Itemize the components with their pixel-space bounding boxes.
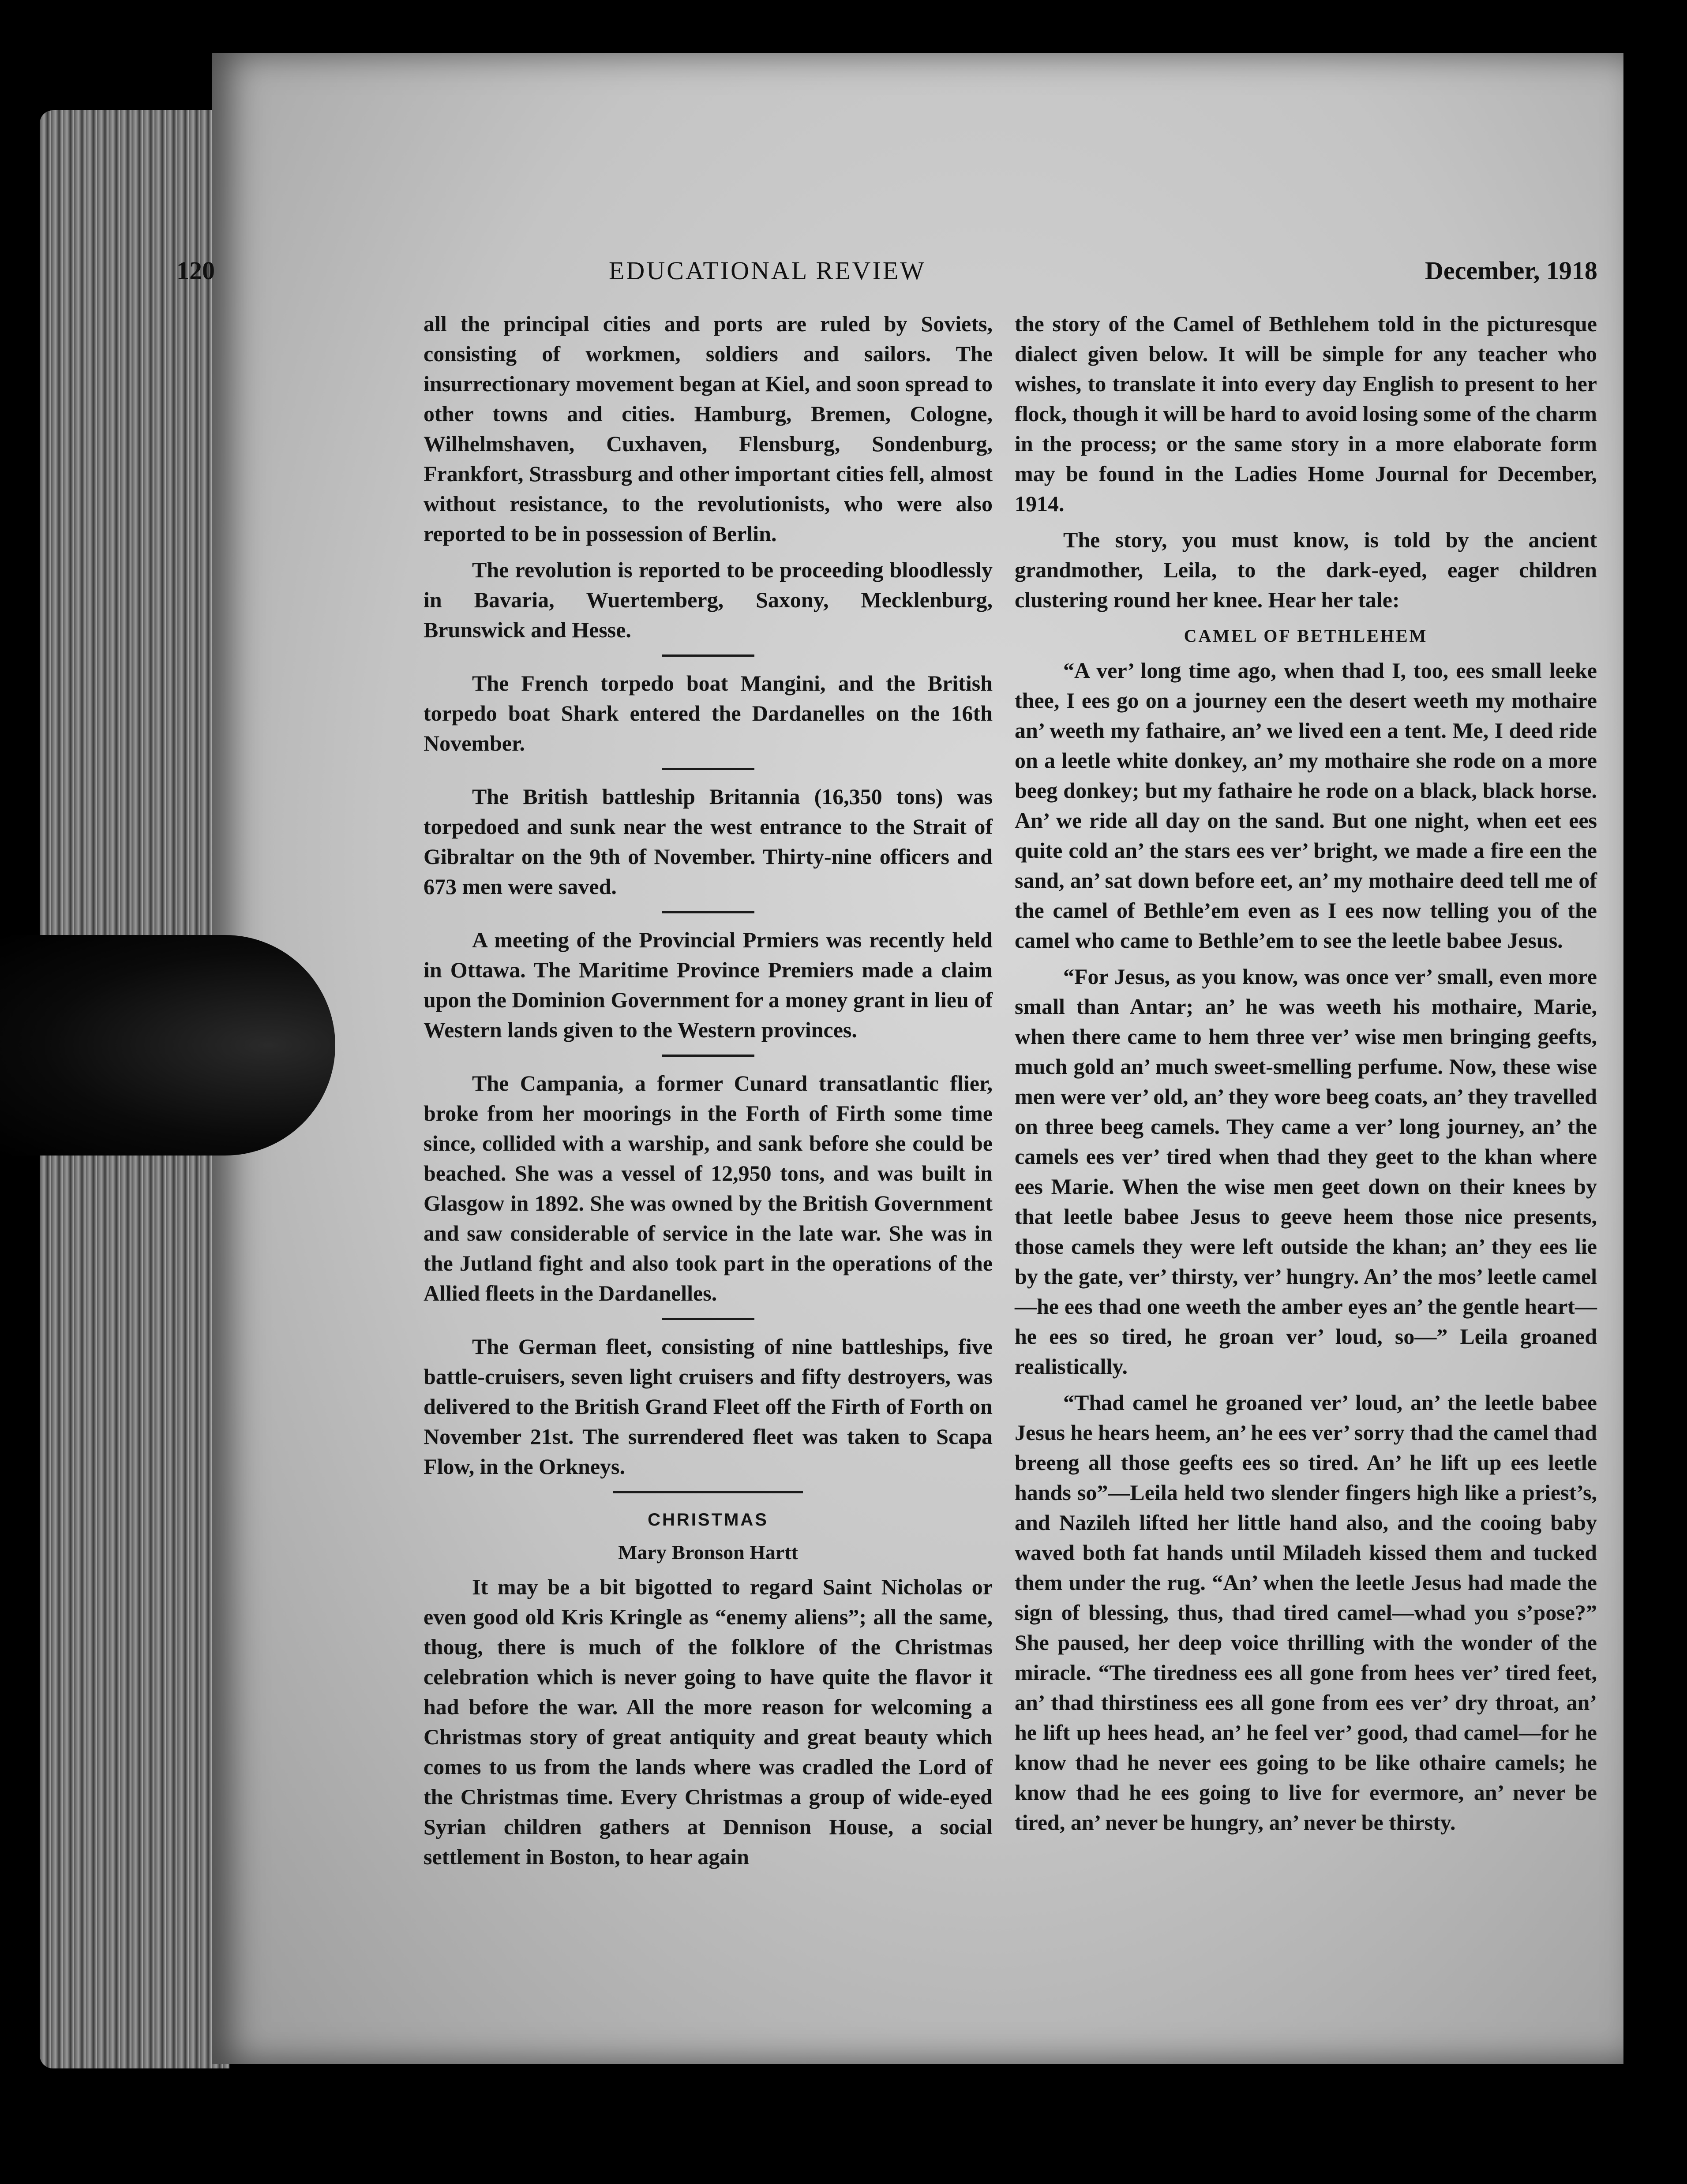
premiers-paragraph: A meeting of the Provincial Prmiers was recently held in Ottawa. The Maritime Province Premiers made a claim upon the Dominion Government for a money grant in lieu of Western lands given to the Western provinces. — [424, 927, 993, 1042]
story-heading: CAMEL OF BETHLEHEM — [1184, 626, 1428, 646]
section-divider — [662, 654, 754, 657]
journal-title: EDUCATIONAL REVIEW — [609, 256, 926, 285]
section-divider — [662, 1318, 754, 1320]
story-paragraph-3: “Thad camel he groaned ver’ loud, an’ the leetle babee Jesus he hears heem, an’ he ees ver’ sorry thad the camel thad breeng all those geefts ees so tired. An’ he lift up ees leetle hands so”—Leila held two slender fingers high like a priest’s, and Nazileh lifted her little hand also, and the cooing baby waved both fat hands until Miladeh kissed them and tucked them under the rug. “An’ when the leetle Jesus had made the sign of blessing, thus, thad tired camel—whad you s’pose?” She paused, her deep voice thrilling with the wonder of the miracle. “The tiredness ees all gone from hees ver’ tired feet, an’ thad thirstiness ees all gone from ees ver’ dry throat, an’ he lift up hees head, an’ he feel ver’ good, thad camel—for he know thad he never ees going to be like othaire camels; he know thad he ees going to live for evermore, an’ never be tired, an’ never be hungry, an’ never be thirsty. — [1015, 1390, 1597, 1835]
section-divider — [613, 1491, 803, 1493]
right-column — [1015, 309, 1597, 1844]
christmas-intro-paragraph: It may be a bit bigotted to regard Saint Nicholas or even good old Kris Kringle as “enemy aliens”; all the same, thoug, there is much of the folklore of the Christmas celebration which is never going to have quite the flavor it had before the war. All the more reason for welcoming a Christmas story of great antiquity and great beauty which comes to us from the lands where was cradled the Lord of the Christmas time. Every Christmas a group of wide-eyed Syrian children gathers at Dennison House, a social settlement in Boston, to hear again — [424, 1574, 993, 1869]
story-paragraph-2: “For Jesus, as you know, was once ver’ small, even more small than Antar; an’ he was weeth his mothaire, Marie, when there came to hem three ver’ wise men bringing geefts, much gold an’ much sweet-smelling perfume. Now, these wise men were ver’ old, an’ they wore beeg coats, an’ they travelled on three beeg camels. They came a ver’ long journey, an’ the camels ees ver’ tired when thad they geet to the khan where ees Marie. When the wise men geet down on their knees by that leetle babee Jesus to geeve heem those nice presents, those camels they were left outside the khan; an’ they ees lie by the gate, ver’ thirsty, ver’ hungry. An’ the mos’ leetle camel—he ees thad one weeth the amber eyes an’ the gentle heart—he ees so tired, he groan ver’ loud, so—” Leila groaned realistically. — [1015, 964, 1597, 1379]
issue-date: December, 1918 — [1425, 256, 1597, 285]
section-divider — [662, 911, 754, 913]
running-head — [0, 256, 1687, 291]
christmas-byline: Mary Bronson Hartt — [618, 1541, 798, 1563]
left-column — [424, 309, 993, 1878]
camel-intro-paragraph: the story of the Camel of Bethlehem told in the picturesque dialect given below. It will be simple for any teacher who wishes, to translate it into every day English to present to her flock, though it will be hard to avoid losing some of the charm in the process; or the same story in a more elaborate form may be found in the Ladies Home Journal for December, 1914. — [1015, 311, 1597, 516]
story-paragraph-1: “A ver’ long time ago, when thad I, too, ees small leeke thee, I ees go on a journey een the desert weeth my mothaire an’ weeth my fathaire, an’ we lived een a tent. Me, I deed ride on a leetle white donkey, an’ my mothaire she rode on a more beeg donkey; but my fathaire he rode on a black, black horse. An’ we ride all day on the sand. But one night, when eet ees quite cold an’ the stars ees ver’ bright, we made a fire een the sand, an’ sat down before eet, an’ my mothaire deed tell me of the camel of Bethle’em even as I ees now telling you of the camel who came to Bethle’em to see the leetle babee Jesus. — [1015, 658, 1597, 953]
britannia-paragraph: The British battleship Britannia (16,350 tons) was torpedoed and sunk near the west entrance to the Strait of Gibraltar on the 9th of November. Thirty-nine officers and 673 men were saved. — [424, 784, 993, 899]
soviet-paragraph: all the principal cities and ports are ruled by Soviets, consisting of workmen, soldiers and sailors. The insurrectionary movement began at Kiel, and soon spread to other towns and cities. Hamburg, Bremen, Cologne, Wilhelmshaven, Cuxhaven, Flensburg, Sondenburg, Frankfort, Strassburg and other important cities fell, almost without resistance, to the revolutionists, who were also reported to be in possession of Berlin. — [424, 311, 993, 546]
section-divider — [662, 1055, 754, 1057]
reader-thumb — [0, 935, 335, 1156]
section-divider — [662, 768, 754, 770]
torpedo-boat-paragraph: The French torpedo boat Mangini, and the British torpedo boat Shark entered the Dardanelles on the 16th November. — [424, 671, 993, 755]
german-fleet-paragraph: The German fleet, consisting of nine battleships, five battle-cruisers, seven light cruisers and fifty destroyers, was delivered to the British Grand Fleet off the Firth of Forth on November 21st. The surrendered fleet was taken to Scapa Flow, in the Orkneys. — [424, 1334, 993, 1479]
campania-paragraph: The Campania, a former Cunard transatlantic flier, broke from her moorings in the Forth of Firth some time since, collided with a warship, and sank before she could be beached. She was a vessel of 12,950 tons, and was built in Glasgow in 1892. She was owned by the British Government and saw considerable of service in the late war. She was in the Jutland fight and also took part in the operations of the Allied fleets in the Dardanelles. — [424, 1071, 993, 1305]
revolution-paragraph: The revolution is reported to be proceeding bloodlessly in Bavaria, Wuertemberg, Saxony, Mecklenburg, Brunswick and Hesse. — [424, 557, 993, 642]
page-number: 120 — [176, 256, 215, 285]
christmas-heading: CHRISTMAS — [648, 1510, 769, 1530]
grandmother-paragraph: The story, you must know, is told by the ancient grandmother, Leila, to the dark-eyed, eager children clustering round her knee. Hear her tale: — [1015, 527, 1597, 612]
